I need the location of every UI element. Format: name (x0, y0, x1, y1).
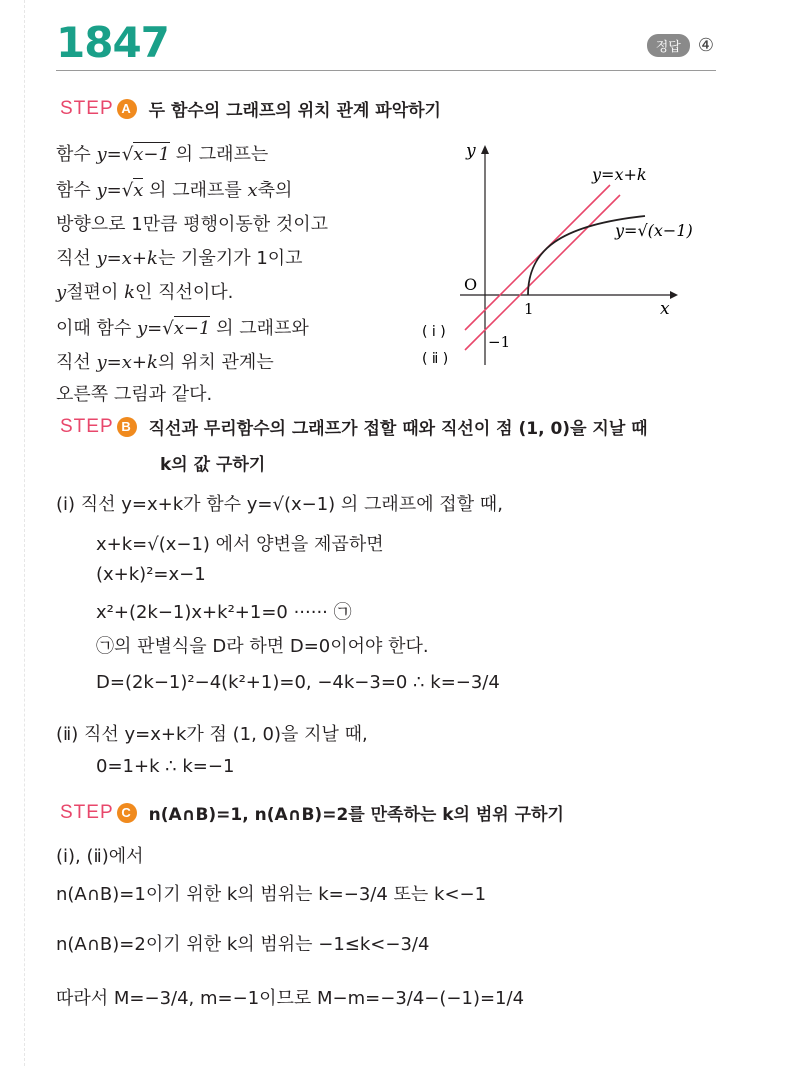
step-c-line4: 따라서 M=−3/4, m=−1이므로 M−m=−3/4−(−1)=1/4 (56, 988, 525, 1009)
step-b-title-1: 직선과 무리함수의 그래프가 접할 때와 직선이 점 (1, 0)을 지날 때 (148, 419, 648, 439)
step-b-case1-line1: x+k=√(x−1) 에서 양변을 제곱하면 (96, 534, 384, 555)
step-a-heading (60, 96, 441, 121)
step-b-tag: STEP B (60, 416, 137, 438)
step-c-badge: C (117, 803, 137, 823)
header-divider (56, 70, 716, 71)
x-axis-label: x (660, 299, 670, 319)
step-a-badge: A (117, 99, 137, 119)
line-label: y=x+k (592, 165, 647, 184)
step-a-title: 두 함수의 그래프의 위치 관계 파악하기 (148, 101, 441, 121)
x-axis-arrow (670, 291, 678, 299)
step-b-case1-line3: x²+(2k−1)x+k²+1=0 ······ ㉠ (96, 602, 352, 623)
step-b-case1-line4: ㉠의 판별식을 D라 하면 D=0이어야 한다. (96, 636, 429, 657)
step-a-line-2: 함수 y=√x 의 그래프를 x축의 (56, 180, 293, 201)
tangent-line (465, 185, 610, 330)
step-b-case1-line5: D=(2k−1)²−4(k²+1)=0, −4k−3=0 ∴ k=−3/4 (96, 672, 500, 693)
y-axis-label: y (466, 141, 476, 161)
step-a-line-1: 함수 y=√x−1 의 그래프는 (56, 144, 269, 165)
step-b-case1-line2: (x+k)²=x−1 (96, 564, 206, 585)
step-b-badge: B (117, 417, 137, 437)
step-c-tag: STEP C (60, 802, 137, 824)
step-b-title-2: k의 값 구하기 (160, 455, 266, 475)
x-tick-label: 1 (524, 300, 534, 318)
step-a-line-3: 방향으로 1만큼 평행이동한 것이고 (56, 214, 329, 235)
step-b-heading (60, 414, 648, 439)
step-a-line-8: 오른쪽 그림과 같다. (56, 384, 213, 405)
case1-label: ( ⅰ ) (422, 324, 446, 340)
step-b-case1: (ⅰ) 직선 y=x+k가 함수 y=√(x−1) 의 그래프에 접할 때, (56, 494, 503, 515)
page-edge (24, 0, 25, 1066)
step-a-line-6: 이때 함수 y=√x−1 의 그래프와 (56, 318, 309, 339)
step-c-title: n(A∩B)=1, n(A∩B)=2를 만족하는 k의 범위 구하기 (148, 805, 564, 825)
function-graph (420, 140, 720, 380)
step-c-line1: (ⅰ), (ⅱ)에서 (56, 846, 144, 867)
origin-label: O (464, 275, 478, 294)
step-a-line-5: y절편이 k인 직선이다. (56, 282, 234, 303)
step-a-tag: STEP A (60, 98, 137, 120)
case2-label: ( ⅱ ) (422, 351, 449, 367)
problem-number: 1847 (56, 18, 169, 67)
step-a-line-4: 직선 y=x+k는 기울기가 1이고 (56, 248, 303, 269)
answer-box (647, 34, 714, 57)
curve-label: y=√(x−1) (615, 221, 693, 240)
answer-label: 정답 (647, 34, 690, 57)
y-tick-label: −1 (488, 333, 511, 351)
step-c-line2: n(A∩B)=1이기 위한 k의 범위는 k=−3/4 또는 k<−1 (56, 884, 487, 905)
through-point-line (465, 195, 620, 350)
answer-value: ④ (697, 35, 714, 56)
step-c-heading (60, 800, 564, 825)
step-b-case2-line1: 0=1+k ∴ k=−1 (96, 756, 235, 777)
step-a-line-7: 직선 y=x+k의 위치 관계는 (56, 352, 274, 373)
y-axis-arrow (481, 145, 489, 154)
step-b-case2: (ⅱ) 직선 y=x+k가 점 (1, 0)을 지날 때, (56, 724, 368, 745)
step-c-line3: n(A∩B)=2이기 위한 k의 범위는 −1≤k<−3/4 (56, 934, 430, 955)
